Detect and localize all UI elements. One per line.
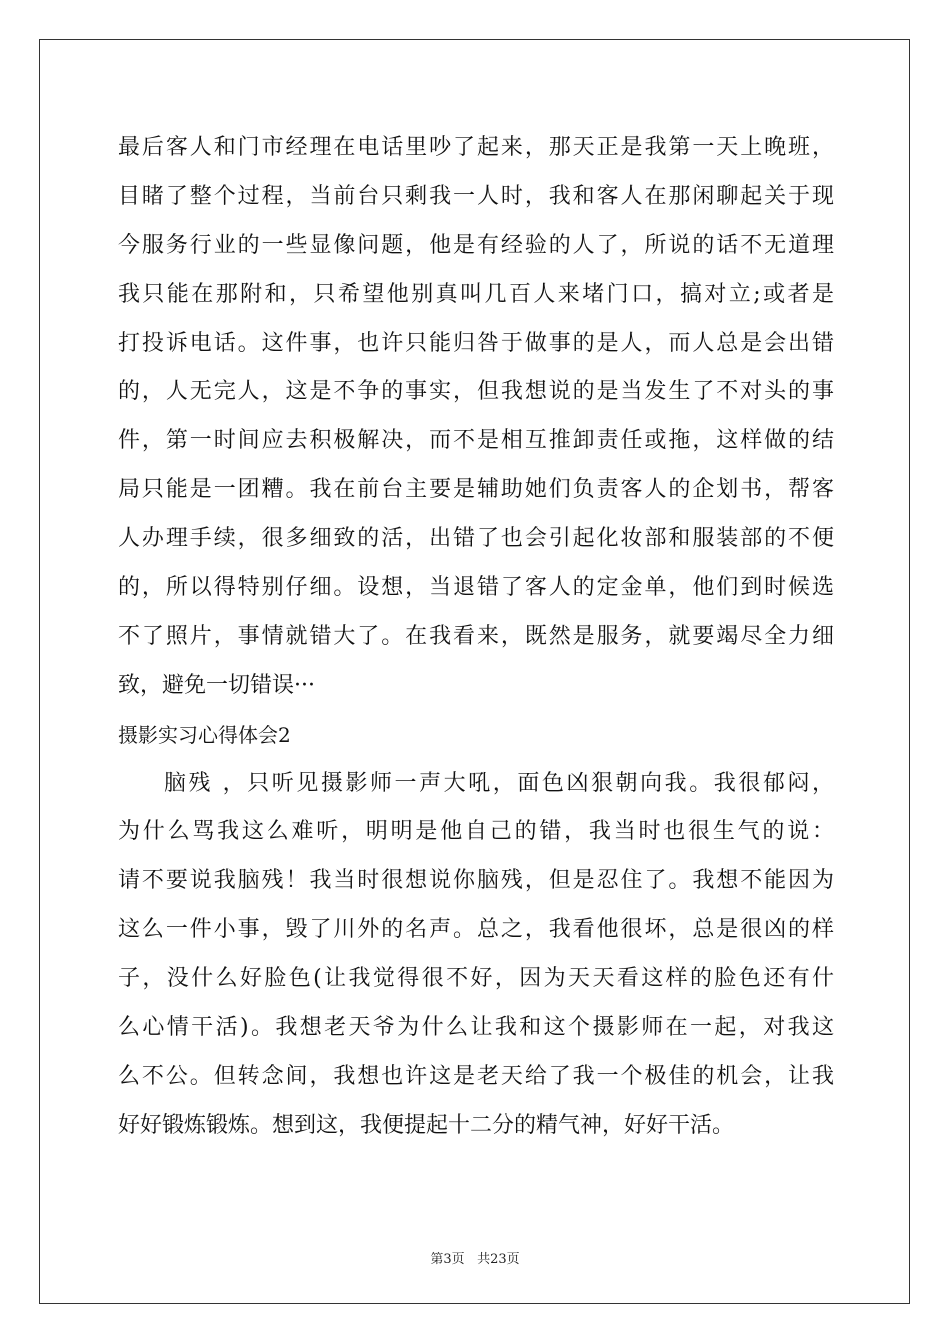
text-line: 子，没什么好脸色(让我觉得很不好，因为天天看这样的脸色还有什 <box>118 966 834 992</box>
text-line: 的，人无完人，这是不争的事实，但我想说的是当发生了不对头的事 <box>118 379 834 405</box>
text-line: 么不公。但转念间，我想也许这是老天给了我一个极佳的机会，让我 <box>118 1063 834 1089</box>
text-line: 不了照片，事情就错大了。在我看来，既然是服务，就要竭尽全力细 <box>118 623 834 649</box>
section-heading: 摄影实习心得体会2 <box>118 722 291 747</box>
text-line: 为什么骂我这么难听，明明是他自己的错，我当时也很生气的说： <box>118 819 834 845</box>
text-line: 脑残 ，只听见摄影师一声大吼，面色凶狠朝向我。我很郁闷， <box>164 770 834 796</box>
page-footer <box>0 1248 950 1267</box>
paragraph-2 <box>118 760 834 1151</box>
text-line: 好好锻炼锻炼。想到这，我便提起十二分的精气神，好好干活。 <box>118 1112 735 1138</box>
text-line: 请不要说我脑残！我当时很想说你脑残，但是忍住了。我想不能因为 <box>118 868 834 894</box>
text-line: 这么一件小事，毁了川外的名声。总之，我看他很坏，总是很凶的样 <box>118 917 834 943</box>
paragraph-1 <box>118 124 834 711</box>
text-line: 局只能是一团糟。我在前台主要是辅助她们负责客人的企划书，帮客 <box>118 477 834 503</box>
page-number: 第3页 <box>430 1252 465 1267</box>
text-line: 今服务行业的一些显像问题，他是有经验的人了，所说的话不无道理 <box>118 232 834 258</box>
text-line: 人办理手续，很多细致的活，出错了也会引起化妆部和服装部的不便 <box>118 526 834 552</box>
text-line: 么心情干活)。我想老天爷为什么让我和这个摄影师在一起，对我这 <box>118 1015 834 1041</box>
text-line: 致，避免一切错误··· <box>118 672 315 698</box>
text-line: 的，所以得特别仔细。设想，当退错了客人的定金单，他们到时候选 <box>118 575 834 601</box>
text-line: 件，第一时间应去积极解决，而不是相互推卸责任或拖，这样做的结 <box>118 428 834 454</box>
page-total: 共23页 <box>477 1252 520 1267</box>
text-line: 目睹了整个过程，当前台只剩我一人时，我和客人在那闲聊起关于现 <box>118 183 834 209</box>
text-line: 我只能在那附和，只希望他别真叫几百人来堵门口，搞对立;或者是 <box>118 281 834 307</box>
text-line: 打投诉电话。这件事，也许只能归咎于做事的是人，而人总是会出错 <box>118 330 834 356</box>
document-body <box>118 124 834 1151</box>
text-line: 最后客人和门市经理在电话里吵了起来，那天正是我第一天上晚班， <box>118 135 834 160</box>
